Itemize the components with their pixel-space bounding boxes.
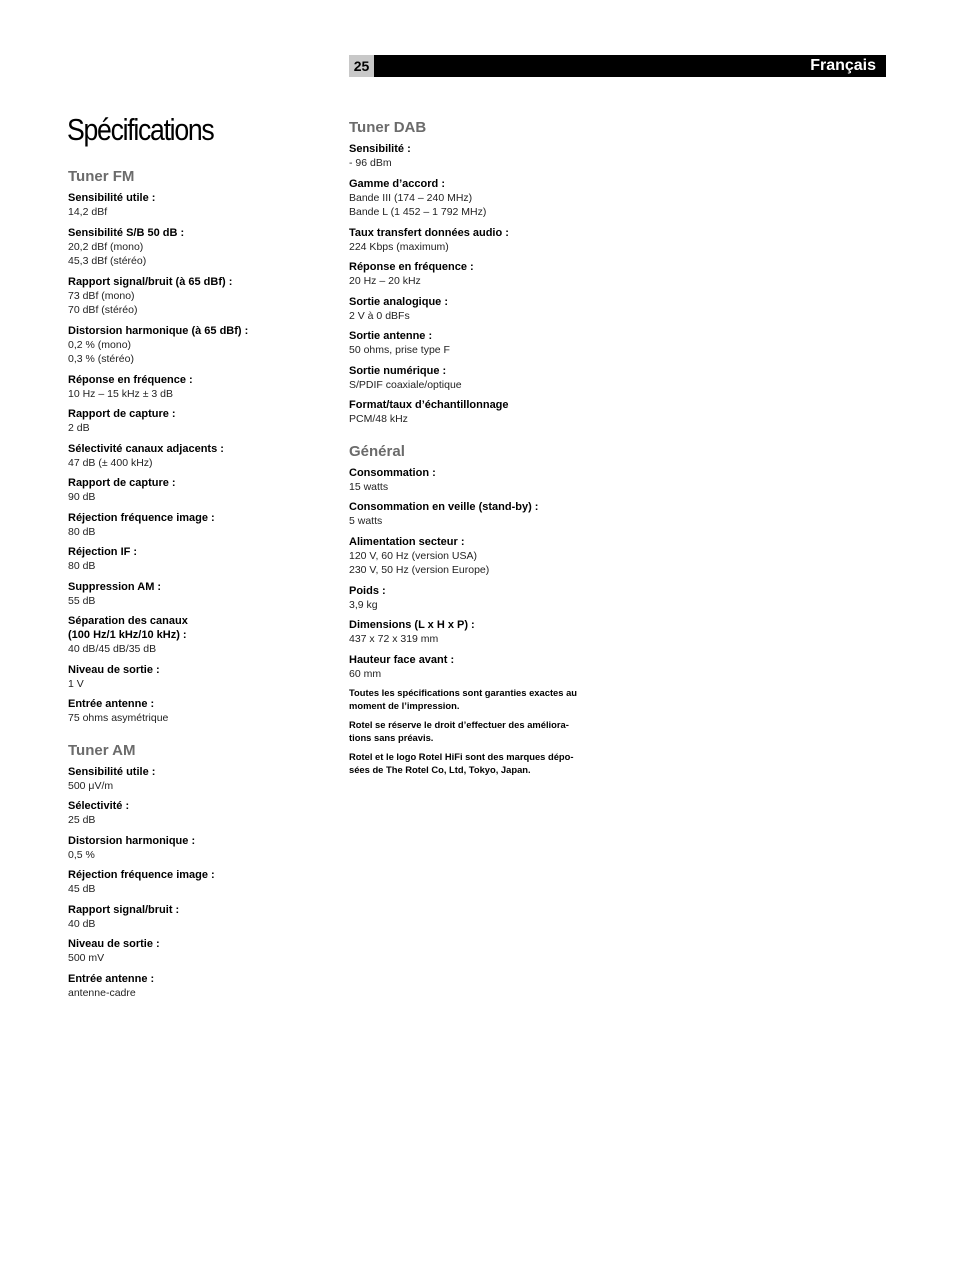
spec-label: Rapport signal/bruit : [68, 903, 180, 916]
spec-label: Consommation : [349, 466, 436, 479]
spec-item [349, 398, 614, 427]
spec-label: Sortie analogique : [349, 295, 449, 308]
spec-value: 14,2 dBf [68, 206, 108, 218]
spec-value: 80 dB [68, 525, 96, 538]
spec-label: Sortie numérique : [349, 364, 447, 377]
spec-value: S/PDIF coaxiale/optique [349, 378, 462, 391]
spec-item [68, 226, 328, 269]
section-title: Tuner DAB [349, 119, 427, 136]
spec-value: antenne-cadre [68, 986, 136, 999]
spec-value: 80 dB [68, 560, 96, 572]
spec-label: Sensibilité utile : [68, 765, 156, 778]
spec-item [68, 937, 328, 966]
spec-value: 1 V [68, 677, 84, 690]
spec-label: Taux transfert données audio : [349, 226, 509, 239]
spec-item [349, 142, 614, 171]
spec-item [349, 618, 614, 647]
spec-item [68, 324, 328, 367]
spec-label: Réjection fréquence image : [68, 869, 215, 881]
spec-item [68, 476, 328, 505]
spec-item [68, 663, 328, 692]
spec-value: 45 dB [68, 883, 96, 895]
spec-label: Niveau de sortie : [68, 938, 160, 950]
spec-label: Consommation en veille (stand-by) : [349, 501, 539, 513]
spec-item [349, 260, 614, 289]
spec-label: Séparation des canaux (100 Hz/1 kHz/10 kHz) : [68, 615, 188, 641]
spec-item [349, 653, 614, 682]
spec-label: Sensibilité utile : [68, 192, 156, 204]
spec-item [68, 191, 328, 220]
spec-value: 10 Hz – 15 kHz ± 3 dB [68, 387, 173, 400]
spec-label: Gamme d’accord : [349, 177, 445, 190]
spec-value: - 96 dBm [349, 157, 392, 169]
spec-label: Hauteur face avant : [349, 653, 455, 666]
spec-item [349, 535, 614, 578]
spec-value: 47 dB (± 400 kHz) [68, 456, 153, 469]
spec-value: 5 watts [349, 515, 383, 527]
spec-value: 55 dB [68, 594, 96, 607]
footnote: Rotel et le logo Rotel HiFi sont des marques dépo- sées de The Rotel Co, Ltd, Tokyo, Japan. [349, 751, 574, 775]
spec-label: Poids : [349, 584, 386, 597]
spec-label: Sortie antenne : [349, 330, 433, 342]
spec-item [68, 511, 328, 540]
spec-item [68, 972, 328, 1001]
page-number: 25 [349, 55, 374, 77]
section-title: Général [349, 442, 405, 460]
spec-value: 0,5 % [68, 848, 95, 861]
spec-item [349, 584, 614, 613]
header-bar [349, 55, 886, 77]
spec-item [68, 799, 328, 828]
spec-label: Réponse en fréquence : [68, 373, 193, 386]
spec-item [349, 466, 614, 495]
spec-item [349, 329, 614, 358]
spec-label: Dimensions (L x H x P) : [349, 619, 475, 631]
spec-label: Sensibilité S/B 50 dB : [68, 226, 185, 239]
spec-label: Réponse en fréquence : [349, 261, 474, 273]
spec-value: 500 mV [68, 952, 105, 964]
spec-value: 3,9 kg [349, 598, 378, 611]
spec-item [349, 295, 614, 324]
spec-value: 20,2 dBf (mono) 45,3 dBf (stéréo) [68, 240, 147, 267]
spec-value: 15 watts [349, 480, 389, 493]
spec-value: 75 ohms asymétrique [68, 712, 169, 724]
spec-value: 437 x 72 x 319 mm [349, 633, 439, 645]
spec-value: 120 V, 60 Hz (version USA) 230 V, 50 Hz (version Europe) [349, 549, 490, 576]
spec-value: PCM/48 kHz [349, 413, 408, 425]
section-tuner-fm [68, 168, 328, 726]
left-column [68, 168, 328, 1016]
spec-item [68, 614, 328, 657]
page-title: Spécifications [67, 112, 214, 147]
spec-label: Entrée antenne : [68, 972, 155, 985]
spec-item [68, 407, 328, 436]
spec-item [349, 500, 614, 529]
spec-item [68, 697, 328, 726]
spec-value: 20 Hz – 20 kHz [349, 275, 421, 287]
spec-label: Réjection fréquence image : [68, 511, 215, 524]
spec-item [349, 226, 614, 255]
spec-label: Réjection IF : [68, 546, 138, 558]
spec-value: 50 ohms, prise type F [349, 344, 450, 356]
language-label: Français [810, 57, 876, 74]
spec-value: 0,2 % (mono) 0,3 % (stéréo) [68, 338, 134, 365]
spec-value: 90 dB [68, 491, 96, 503]
spec-item [68, 545, 328, 574]
spec-value: 500 μV/m [68, 779, 114, 792]
spec-label: Sélectivité canaux adjacents : [68, 442, 224, 455]
section-general [349, 443, 614, 682]
spec-label: Distorsion harmonique : [68, 834, 196, 847]
footnote: Toutes les spécifications sont garanties exactes au moment de l’impression. [349, 687, 578, 711]
spec-value: 2 dB [68, 422, 90, 434]
spec-item [68, 373, 328, 402]
spec-label: Rapport de capture : [68, 408, 176, 420]
spec-label: Distorsion harmonique (à 65 dBf) : [68, 324, 249, 337]
spec-label: Suppression AM : [68, 580, 162, 593]
spec-item [68, 903, 328, 932]
spec-value: 224 Kbps (maximum) [349, 240, 449, 253]
spec-value: Bande III (174 – 240 MHz) Bande L (1 452 – 1 792 MHz) [349, 191, 487, 218]
footnote: Rotel se réserve le droit d’effectuer des améliora- tions sans préavis. [349, 719, 569, 743]
spec-value: 40 dB [68, 917, 96, 930]
spec-item [68, 580, 328, 609]
spec-label: Format/taux d’échantillonnage [349, 399, 509, 411]
spec-item [68, 765, 328, 794]
spec-item [68, 868, 328, 897]
spec-item [349, 177, 614, 220]
spec-label: Niveau de sortie : [68, 663, 160, 676]
spec-item [349, 364, 614, 393]
spec-item [68, 442, 328, 471]
spec-item [68, 834, 328, 863]
spec-value: 73 dBf (mono) 70 dBf (stéréo) [68, 289, 138, 316]
spec-label: Rapport signal/bruit (à 65 dBf) : [68, 275, 233, 288]
spec-label: Alimentation secteur : [349, 535, 465, 548]
spec-label: Sensibilité : [349, 143, 411, 155]
spec-label: Entrée antenne : [68, 698, 155, 710]
spec-label: Sélectivité : [68, 800, 130, 812]
section-tuner-dab [349, 119, 614, 427]
spec-value: 60 mm [349, 667, 382, 680]
spec-value: 25 dB [68, 814, 96, 826]
section-title: Tuner AM [68, 741, 136, 759]
spec-item [68, 275, 328, 318]
section-tuner-am [68, 742, 328, 1001]
section-title: Tuner FM [68, 168, 135, 185]
spec-label: Rapport de capture : [68, 477, 176, 489]
right-column [349, 119, 614, 783]
spec-value: 2 V à 0 dBFs [349, 309, 410, 322]
spec-value: 40 dB/45 dB/35 dB [68, 643, 157, 655]
